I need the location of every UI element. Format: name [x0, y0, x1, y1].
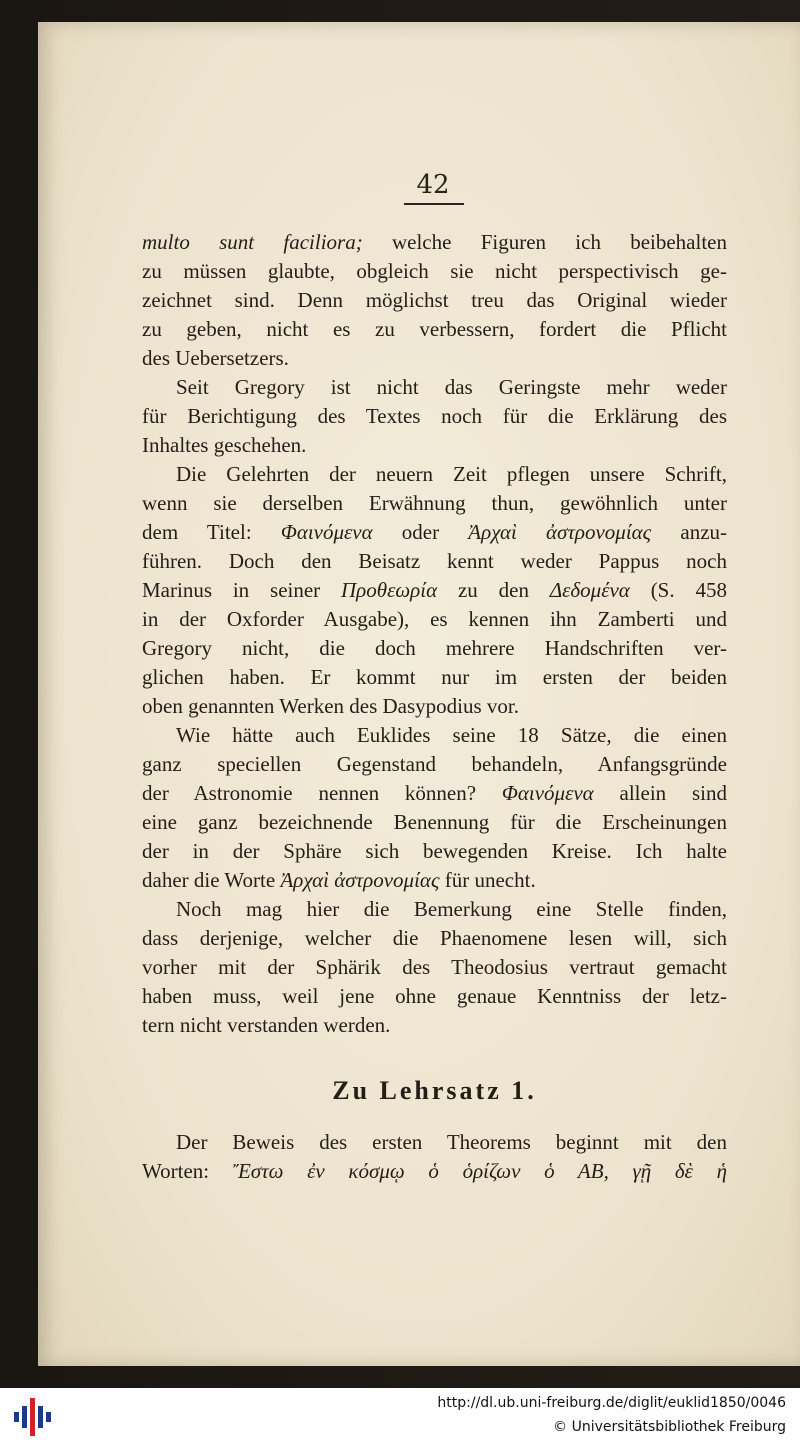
copyright-credit: © Universitätsbibliothek Freiburg — [553, 1419, 786, 1435]
text-line — [142, 605, 727, 634]
text-span: Die Gelehrten der neuern Zeit pflegen unsere Schrift, — [176, 462, 727, 486]
text-span: glichen haben. Er kommt nur im ersten der beiden — [142, 665, 727, 689]
text-span: Marinus in seiner — [142, 578, 342, 602]
text-line — [142, 402, 727, 431]
text-line — [142, 808, 727, 837]
text-span: in der Oxforder Ausgabe), es kennen ihn Zamberti und — [142, 607, 727, 631]
text-line — [142, 1011, 727, 1040]
greek-text: Προθεωρία — [341, 578, 438, 602]
text-line — [142, 663, 727, 692]
text-span: oder — [372, 520, 469, 544]
text-line — [142, 924, 727, 953]
text-line — [142, 750, 727, 779]
text-line — [142, 837, 727, 866]
greek-text: Φαινόμενα — [501, 781, 594, 805]
text-line — [142, 228, 727, 257]
text-span: daher die Worte — [142, 868, 281, 892]
text-span: Noch mag hier die Bemerkung eine Stelle finden, — [176, 897, 727, 921]
text-span: zu geben, nicht es zu verbessern, fordert die Pflicht — [142, 317, 727, 341]
text-span: zeichnet sind. Denn möglichst treu das Original wieder — [142, 288, 727, 312]
footer-bar — [0, 1388, 800, 1446]
text-span: dem Titel: — [142, 520, 281, 544]
text-span: Der Beweis des ersten Theorems beginnt mit den — [176, 1130, 727, 1154]
body-text — [142, 228, 727, 1040]
text-span: haben muss, weil jene ohne genaue Kenntniss der letz- — [142, 984, 727, 1008]
text-span: eine ganz bezeichnende Benennung für die Erscheinungen — [142, 810, 727, 834]
page-number-rule — [404, 203, 464, 205]
text-line — [142, 257, 727, 286]
text-line — [142, 982, 727, 1011]
text-line — [142, 373, 727, 402]
text-line — [142, 634, 727, 663]
text-span: welche Figuren ich beibehalten — [362, 230, 727, 254]
text-line — [142, 547, 727, 576]
text-span: (S. 458 — [629, 578, 727, 602]
text-line — [142, 779, 727, 808]
text-line — [142, 1157, 727, 1186]
text-span: vorher mit der Sphärik des Theodosius vertraut gemacht — [142, 955, 727, 979]
text-line — [142, 576, 727, 605]
text-line — [142, 692, 727, 721]
text-line — [142, 895, 727, 924]
greek-text: Φαινόμενα — [280, 520, 373, 544]
text-span: führen. Doch den Beisatz kennt weder Pappus noch — [142, 549, 727, 573]
text-line — [142, 518, 727, 547]
text-line — [142, 1128, 727, 1157]
greek-text: Ἔστω ἐν κόσμῳ ὁ ὁρίζων ὁ ΑΒ, γῇ δὲ ἡ — [232, 1159, 727, 1183]
text-span: der in der Sphäre sich bewegenden Kreise. Ich halte — [142, 839, 727, 863]
text-span: allein sind — [593, 781, 727, 805]
text-span: ganz speciellen Gegenstand behandeln, Anfangsgründe — [142, 752, 727, 776]
permalink-url[interactable]: http://dl.ub.uni-freiburg.de/diglit/euklid1850/0046 — [437, 1395, 786, 1411]
section-heading: Zu Lehrsatz 1. — [332, 1076, 537, 1105]
text-span: wenn sie derselben Erwähnung thun, gewöhnlich unter — [142, 491, 727, 515]
text-line — [142, 460, 727, 489]
text-line — [142, 721, 727, 750]
text-span: des Uebersetzers. — [142, 346, 289, 370]
text-span: Inhaltes geschehen. — [142, 433, 307, 457]
greek-text: Δεδομένα — [549, 578, 630, 602]
greek-text: Ἀρχαὶ ἀστρονομίας — [468, 520, 652, 544]
text-span: dass derjenige, welcher die Phaenomene lesen will, sich — [142, 926, 727, 950]
text-span: anzu- — [651, 520, 727, 544]
text-line — [142, 286, 727, 315]
body-text-continued — [142, 1128, 727, 1186]
text-span: Seit Gregory ist nicht das Geringste mehr weder — [176, 375, 727, 399]
text-span: Worten: — [142, 1159, 233, 1183]
text-line — [142, 953, 727, 982]
text-span: der Astronomie nennen können? — [142, 781, 502, 805]
text-span: für unecht. — [439, 868, 536, 892]
text-span: zu müssen glaubte, obgleich sie nicht perspectivisch ge- — [142, 259, 727, 283]
text-line — [142, 431, 727, 460]
text-span: tern nicht verstanden werden. — [142, 1013, 391, 1037]
library-logo-icon — [12, 1398, 52, 1436]
text-line — [142, 866, 727, 895]
text-span: für Berichtigung des Textes noch für die Erklärung des — [142, 404, 727, 428]
text-span: zu den — [437, 578, 550, 602]
greek-text: Ἀρχαὶ ἀστρονομίας — [280, 868, 440, 892]
page-number: 42 — [416, 170, 450, 200]
text-span: Wie hätte auch Euklides seine 18 Sätze, die einen — [176, 723, 727, 747]
italic-text: multo sunt faciliora; — [142, 230, 363, 254]
text-span: Gregory nicht, die doch mehrere Handschriften ver- — [142, 636, 727, 660]
text-line — [142, 315, 727, 344]
text-span: oben genannten Werken des Dasypodius vor. — [142, 694, 520, 718]
text-line — [142, 489, 727, 518]
text-line — [142, 344, 727, 373]
